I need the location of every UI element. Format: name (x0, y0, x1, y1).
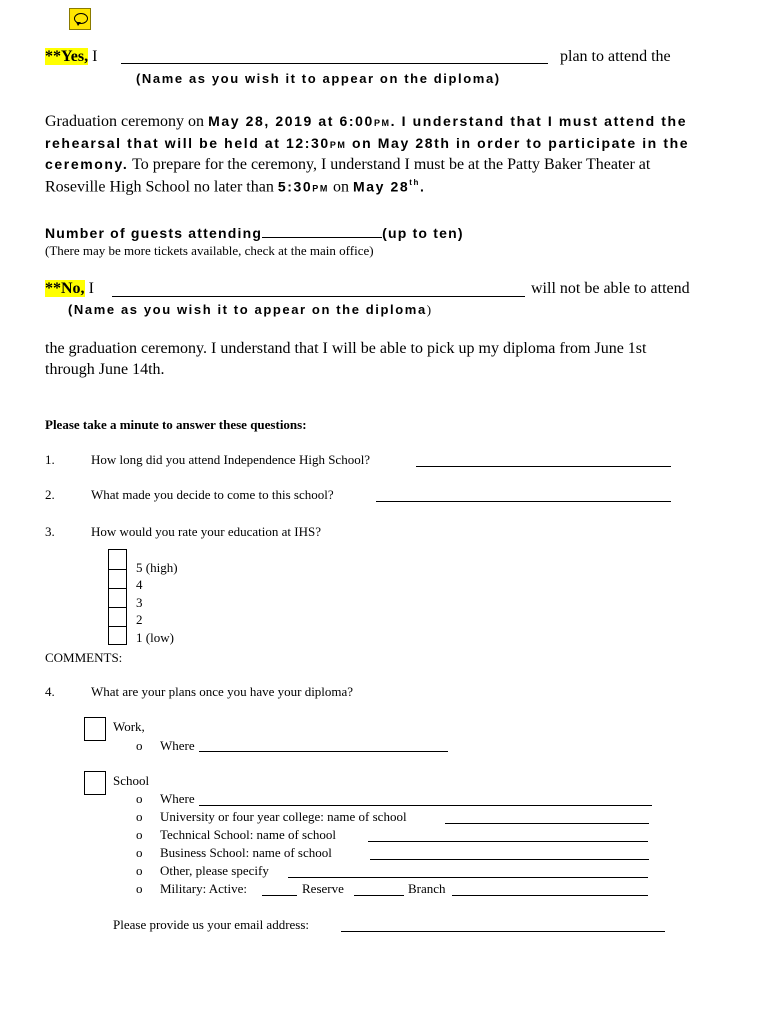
no-name-field[interactable] (112, 296, 525, 297)
rehearsal-text: rehearsal that will be held at 12:30 (45, 135, 330, 151)
military-reserve-field[interactable] (354, 895, 404, 896)
school-checkbox[interactable] (84, 771, 106, 795)
comments-label: COMMENTS: (45, 650, 123, 665)
guests-line (45, 223, 464, 241)
q2-text: What made you decide to come to this school? (91, 487, 334, 502)
military-reserve-label: Reserve (302, 881, 344, 896)
ceremony-word: ceremony. (45, 156, 129, 172)
rating-2[interactable]: 2 (136, 612, 143, 627)
ceremony-line-1 (45, 113, 687, 131)
guests-count-field[interactable] (262, 223, 382, 238)
bullet: o (136, 738, 143, 753)
q1-answer-field[interactable] (416, 466, 671, 467)
pm-marker: PM (373, 118, 391, 128)
military-active-field[interactable] (262, 895, 297, 896)
university-label: University or four year college: name of school (160, 809, 407, 824)
yes-i: I (92, 48, 98, 65)
no-label: **No, (45, 280, 85, 297)
yes-caption: (Name as you wish it to appear on the diploma) (136, 71, 501, 86)
school-where-field[interactable] (199, 805, 652, 806)
technical-item (136, 827, 336, 843)
bullet: o (136, 791, 143, 806)
bullet: o (136, 863, 143, 878)
yes-name-field[interactable] (121, 63, 548, 64)
business-label: Business School: name of school (160, 845, 332, 860)
school-where (136, 791, 195, 807)
q1-number: 1. (45, 452, 55, 467)
bullet: o (136, 881, 143, 896)
ceremony-deadline-text: Roseville High School no later than (45, 178, 278, 196)
q3-number: 3. (45, 524, 55, 539)
no-caption-line (68, 302, 431, 318)
military-branch-label: Branch (408, 881, 446, 896)
guests-label: Number of guests attending (45, 225, 263, 241)
ceremony-line-4 (45, 178, 426, 196)
pm-marker: PM (329, 140, 347, 150)
rehearsal-date: on May 28th in order to participate in the (346, 135, 690, 151)
business-field[interactable] (370, 859, 649, 860)
yes-line (45, 48, 97, 66)
rating-1[interactable]: 1 (low) (136, 630, 174, 645)
email-label: Please provide us your email address: (113, 917, 310, 932)
ceremony-line-3 (45, 156, 650, 174)
ceremony-text: Graduation ceremony on (45, 113, 209, 130)
comment-note-icon[interactable] (69, 8, 91, 30)
no-i: I (88, 280, 94, 297)
work-checkbox[interactable] (84, 717, 106, 741)
other-item (136, 863, 269, 879)
on-text: on (328, 178, 353, 196)
military-branch-field[interactable] (452, 895, 648, 896)
school-label: School (113, 773, 150, 788)
military-active-label: Military: Active: (160, 881, 248, 896)
no-suffix: will not be able to attend (531, 280, 690, 297)
date-suffix: th (409, 178, 421, 187)
university-item (136, 809, 407, 825)
ceremony-line-2 (45, 135, 689, 153)
q3-text: How would you rate your education at IHS? (91, 524, 321, 539)
caption-paren: ) (426, 302, 432, 317)
pm-marker: PM (312, 183, 329, 194)
business-item (136, 845, 332, 861)
email-field[interactable] (341, 931, 665, 932)
guests-note: (There may be more tickets available, check at the main office) (45, 243, 374, 258)
no-caption: (Name as you wish it to appear on the diploma (68, 302, 427, 317)
q4-number: 4. (45, 684, 55, 699)
ceremony-bold-text: . I understand that I must attend the (390, 113, 688, 129)
period: . (420, 178, 426, 195)
ceremony-instructions: To prepare for the ceremony, I understand I must be at the Patty Baker Theater at (128, 156, 651, 173)
yes-label: **Yes, (45, 48, 89, 65)
work-label: Work, (113, 719, 145, 734)
work-where-field[interactable] (199, 751, 448, 752)
rating-5[interactable]: 5 (high) (136, 560, 178, 575)
rating-4[interactable]: 4 (136, 577, 143, 592)
questions-heading: Please take a minute to answer these questions: (45, 417, 307, 432)
q4-text: What are your plans once you have your diploma? (91, 684, 354, 699)
yes-suffix: plan to attend the (560, 48, 671, 65)
bullet: o (136, 827, 143, 842)
other-label: Other, please specify (160, 863, 269, 878)
deadline-date: May 28 (352, 178, 410, 195)
school-where-label: Where (160, 791, 195, 806)
rating-3[interactable]: 3 (136, 595, 143, 610)
guests-limit: (up to ten) (382, 225, 464, 241)
university-field[interactable] (445, 823, 649, 824)
q2-number: 2. (45, 487, 55, 502)
bullet: o (136, 809, 143, 824)
no-body-2: through June 14th. (45, 361, 165, 378)
other-field[interactable] (288, 877, 648, 878)
work-where-line (136, 738, 195, 754)
q2-answer-field[interactable] (376, 501, 671, 502)
military-item (136, 881, 247, 897)
ceremony-date: May 28, 2019 at 6:00 (208, 113, 374, 129)
no-line (45, 280, 94, 298)
rating-checkbox-column (108, 549, 127, 645)
technical-label: Technical School: name of school (160, 827, 336, 842)
q1-text: How long did you attend Independence High School? (91, 452, 371, 467)
bullet: o (136, 845, 143, 860)
work-where-label: Where (160, 738, 195, 753)
deadline-time: 5:30 (277, 178, 313, 195)
no-body-1: the graduation ceremony. I understand that I will be able to pick up my diploma from June 1st (45, 340, 647, 357)
technical-field[interactable] (368, 841, 648, 842)
